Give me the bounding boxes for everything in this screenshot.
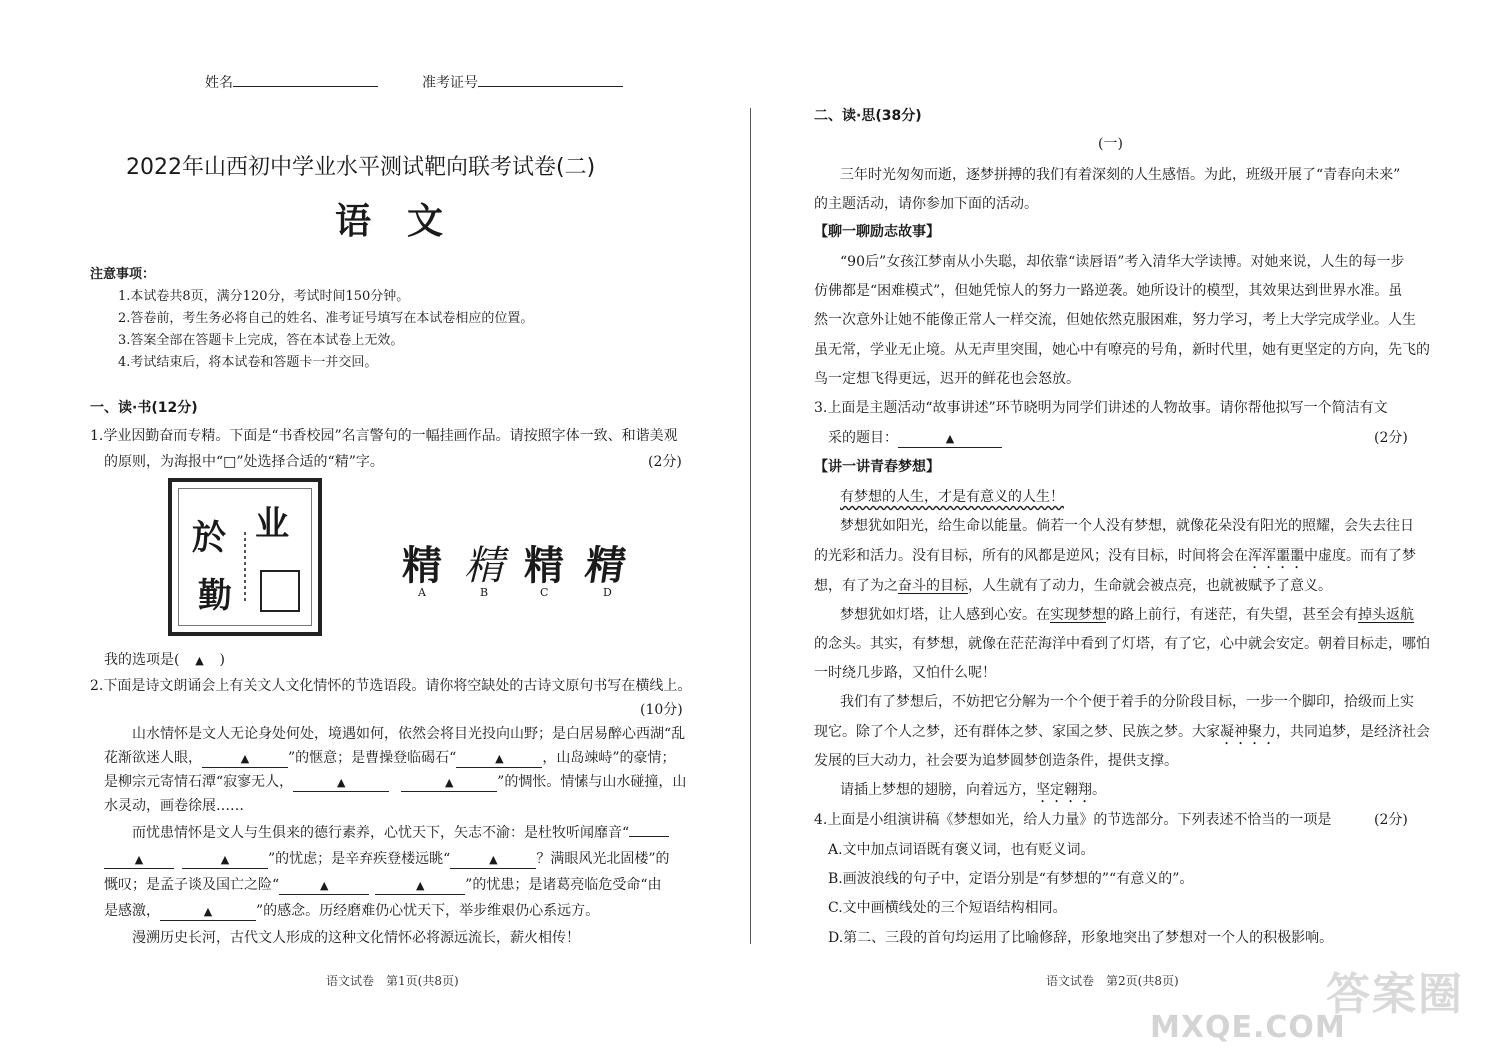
speech-line: 梦想犹如灯塔，让人感到心安。在实现梦想的路上前行，有迷茫，有失望，甚至会有掉头返航 [840, 607, 1414, 623]
name-field: 姓名 [205, 72, 378, 93]
fill-blank[interactable]: ▲ [202, 751, 288, 768]
page-footer: 语文试卷 第2页(共8页) [1046, 974, 1179, 988]
speech-line: 请插上梦想的翅膀，向着远方，坚定翱翔。 [840, 782, 1106, 798]
q1-points: (2分) [648, 454, 682, 470]
notice-heading: 注意事项： [90, 267, 156, 282]
id-blank[interactable] [478, 72, 623, 87]
q4-points: (2分) [1374, 812, 1408, 828]
name-blank[interactable] [233, 72, 378, 87]
speech-title: 有梦想的人生，才是有意义的人生！ [840, 489, 1064, 505]
q1-text: 1.学业因勤奋而专精。下面是“书香校园”名言警句的一幅挂画作品。请按照字体一致、和谐美观 [90, 428, 678, 444]
notice-item: 1.本试卷共8页，满分120分，考试时间150分钟。 [118, 289, 410, 304]
speech-text: 的念头。其实，有梦想，就像在茫茫海洋中看到了灯塔，有了它，心中就会安定。朝着目标走，哪怕 [814, 636, 1430, 652]
q3-points: (2分) [1374, 430, 1408, 446]
speech-line: 想，有了为之奋斗的目标，人生就有了动力，生命就会被点亮，也就被赋予了意义。 [814, 578, 1332, 594]
q2-points: (10分) [640, 702, 683, 718]
right-page [752, 0, 1500, 1052]
speech-line: 现它。除了个人之梦，还有群体之梦、家国之梦、民族之梦。大家凝神聚力，共同追梦，是经济社会 [814, 724, 1430, 740]
q2-paragraph: 漫溯历史长河，古代文人形成的这种文化情怀必将源远流长，薪火相传！ [132, 930, 580, 946]
blank-square[interactable] [260, 570, 300, 612]
q2-paragraph-line: 花渐欲迷人眼， ▲ ”的惬意；是曹操登临碣石“ ▲ ，山岛竦峙”的豪情； [104, 750, 676, 766]
q1-text: 的原则，为海报中“□”处选择合适的“精”字。 [104, 454, 384, 470]
fill-blank[interactable]: ▲ [104, 852, 174, 869]
speech-text: 我们有了梦想后，不妨把它分解为一个个便于着手的分阶段目标，一步一个脚印，拾级而上实 [840, 694, 1414, 710]
fill-blank[interactable]: ▲ [182, 852, 268, 869]
scroll-char: 勤 [198, 576, 232, 616]
fill-blank[interactable]: ▲ [456, 751, 542, 768]
q4-option[interactable]: A.文中加点词语既有褒义词，也有贬义词。 [828, 842, 1095, 858]
q4-option[interactable]: C.文中画横线处的三个短语结构相同。 [828, 900, 1067, 916]
exam-title: 2022年山西初中学业水平测试靶向联考试卷(二) [126, 155, 596, 180]
q2-paragraph: 山水情怀是文人无论身处何处，境遇如何，依然会将目光投向山野；是白居易醉心西湖“乱 [132, 726, 686, 742]
scroll-char: 业 [255, 504, 289, 544]
section2-heading: 二、读·思(38分) [814, 108, 922, 124]
page-footer: 语文试卷 第1页(共8页) [326, 974, 459, 988]
calligraphy-scroll [168, 478, 322, 636]
activity-tag: 【讲一讲青春梦想】 [814, 459, 940, 475]
dotted-word: 浑浑噩噩 [1248, 548, 1304, 564]
q4-option[interactable]: B.画波浪线的句子中，定语分别是“有梦想的”“有意义的”。 [828, 871, 1194, 887]
q2-paragraph-line: 是感激， ▲ ”的感念。历经磨难仍心忧天下，举步维艰仍心系远方。 [104, 903, 600, 919]
story-text: 虽无常，学业无止境。从无声里突围，她心中有嘹亮的号角，新时代里，她有更坚定的方向，先飞的 [814, 342, 1430, 358]
q4-option[interactable]: D.第二、三段的首句均运用了比喻修辞，形象地突出了梦想对一个人的积极影响。 [828, 930, 1334, 946]
notice-item: 4.考试结束后，将本试卷和答题卡一并交回。 [118, 355, 378, 370]
speech-text: 发展的巨大动力，社会要为追梦圆梦创造条件，提供支撑。 [814, 753, 1178, 769]
answer-mark[interactable]: ▲ [195, 654, 204, 667]
choice-char-c[interactable]: 精 [524, 542, 564, 589]
q2-paragraph-line: 是柳宗元寄情石潭“寂寥无人， ▲ ▲ ”的惆怅。情愫与山水碰撞，山 [104, 774, 687, 790]
part-number: (一) [1098, 136, 1123, 152]
seal-script-column [244, 532, 246, 602]
choice-char-b[interactable]: 精 [464, 543, 504, 589]
fill-blank[interactable]: ▲ [293, 775, 389, 792]
q2-paragraph-line: 而忧患情怀是文人与生俱来的德行素养，心忧天下，矢志不渝：是杜牧听闻靡音“ [132, 822, 669, 843]
choice-char-a[interactable]: 精 [402, 542, 442, 589]
underlined-phrase: 奋斗的目标 [898, 578, 968, 594]
story-text: 然一次意外让她不能像正常人一样交流，但她依然克服困难，努力学习，考上大学完成学业。人生 [814, 312, 1416, 328]
q2-paragraph-line: ▲ ▲ ”的忧虑；是辛弃疾登楼远眺“ ▲ ？满眼风光北固楼”的 [104, 849, 670, 869]
notice-item: 2.答卷前，考生务必将自己的姓名、准考证号填写在本试卷相应的位置。 [118, 311, 534, 326]
watermark-url: MXQE.COM [1150, 1010, 1346, 1045]
q1-answer: 我的选项是( ▲ ) [104, 650, 225, 671]
choice-label: D [603, 586, 612, 599]
fill-blank[interactable]: ▲ [160, 904, 256, 921]
fill-blank[interactable]: ▲ [401, 775, 497, 792]
story-text: 仿佛都是“困难模式”，但她凭惊人的努力一路逆袭。她所设计的模型，其效果达到世界水准。虽 [814, 283, 1403, 299]
page-divider [750, 108, 751, 944]
underlined-phrase: 掉头返航 [1358, 607, 1414, 623]
speech-text: 梦想犹如阳光，给生命以能量。倘若一个人没有梦想，就像花朵没有阳光的照耀，会失去往日 [840, 518, 1414, 534]
watermark-logo: 答案圈 [1326, 969, 1464, 1020]
fill-blank[interactable]: ▲ [279, 878, 369, 895]
choice-label: C [540, 586, 549, 599]
q2-text: 2.下面是诗文朗诵会上有关文人文化情怀的节选语段。请你将空缺处的古诗文原句书写在横线上。 [90, 678, 692, 694]
dotted-word: 凝神聚力 [1220, 724, 1276, 740]
id-field: 准考证号 [422, 72, 623, 93]
scroll-char: 於 [192, 518, 226, 558]
story-text: 鸟一定想飞得更远，迟开的鲜花也会怒放。 [814, 371, 1080, 387]
intro-text: 三年时光匆匆而逝，逐梦拼搏的我们有着深刻的人生感悟。为此，班级开展了“青春向未来” [840, 167, 1401, 183]
choice-char-d[interactable]: 精 [582, 542, 629, 589]
dotted-word: 坚定翱翔 [1036, 782, 1092, 798]
subject-title: 语 文 [335, 201, 444, 242]
activity-tag: 【聊一聊励志故事】 [814, 224, 940, 240]
title-blank[interactable]: ▲ [898, 431, 1002, 448]
speech-line: 的光彩和活力。没有目标，所有的风都是逆风；没有目标，时间将会在浑浑噩噩中虚度。而有了梦 [814, 548, 1416, 564]
q3-text: 3.上面是主题活动“故事讲述”环节晓明为同学们讲述的人物故事。请你帮他拟写一个简洁有文 [814, 400, 1388, 416]
choice-label: B [480, 586, 489, 599]
story-text: “90后”女孩江梦南从小失聪，却依靠“读唇语”考入清华大学读博。对她来说，人生的每一步 [840, 254, 1405, 270]
notice-item: 3.答案全部在答题卡上完成，答在本试卷上无效。 [118, 333, 404, 348]
q3-answer-line: 采的题目： ▲ [828, 428, 1002, 448]
speech-text: 一时绕几步路，又怕什么呢！ [814, 665, 996, 681]
section1-heading: 一、读·书(12分) [90, 400, 198, 416]
q2-paragraph: 水灵动，画卷徐展…… [104, 798, 244, 814]
intro-text: 的主题活动，请你参加下面的活动。 [814, 196, 1038, 212]
choice-label: A [418, 586, 426, 599]
fill-blank[interactable]: ▲ [450, 852, 536, 869]
fill-blank[interactable]: ▲ [375, 878, 465, 895]
q2-paragraph-line: 慨叹；是孟子谈及国亡之险“ ▲ ▲ ”的忧患；是诸葛亮临危受命“由 [104, 877, 662, 893]
underlined-phrase: 实现梦想 [1050, 607, 1106, 623]
q4-text: 4.上面是小组演讲稿《梦想如光，给人力量》的节选部分。下列表述不恰当的一项是 [814, 812, 1332, 828]
